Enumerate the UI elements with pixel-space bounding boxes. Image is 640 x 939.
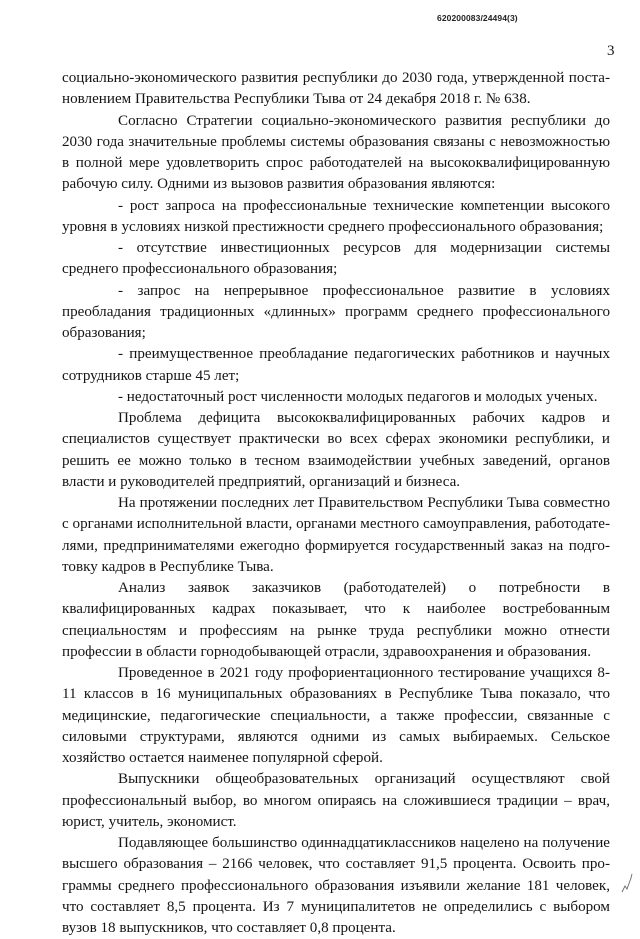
document-body [62,68,610,939]
margin-mark-icon [620,872,634,894]
paragraph-testing: Проведенное в 2021 году профориентационного тестирование учащихся 8-11 классов в 16 муниципальных образованиях в Республике Тыва показало, что медицинские, педагогические специальности, а также профессии, связанные с силовыми структурами, являются одними из самых выбираемых. Сельское хозяйство остается наименее популярной сферой. [62,665,610,766]
paragraph-shortage: Проблема дефицита высококвалифицированных рабочих кадров и специалистов существует практически во всех сферах экономики республики, и решить ее можно только в тесном взаимодействии учебных заведений, органов власти и руководителей предприятий, организаций и бизнеса. [62,410,610,490]
paragraph-state-order: На протяжении последних лет Правительством Республики Тыва совместно с органами исполнительной власти, органами местного самоуправления, работодателями, предпринимателями ежегодно формируется государственный заказ на подготовку кадров в Республике Тыва. [62,495,610,575]
list-item-challenge-3: - запрос на непрерывное профессиональное развитие в условиях преобладания традиционных «длинных» программ среднего профессионального образования; [62,282,610,341]
list-item-challenge-2: - отсутствие инвестиционных ресурсов для модернизации системы среднего профессионального образования; [62,240,610,278]
paragraph-statistics: Подавляющее большинство одиннадцатиклассников нацелено на получение высшего образования – 2166 человек, что составляет 91,5 процента. Освоить программы среднего профессионального образования изъявили желание 181 человек, что составляет 8,5 процента. Из 7 муниципалитетов не определились с выбором вузов 18 выпускников, что составляет 0,8 процента. [62,835,610,936]
list-item-challenge-5: - недостаточный рост численности молодых педагогов и молодых ученых. [118,388,598,405]
paragraph-continuation: социально-экономического развития республики до 2030 года, утвержденной постановлением Правительства Республики Тыва от 24 декабря 2018 г. № 638. [62,70,610,108]
list-item-challenge-1: - рост запроса на профессиональные технические компетенции высокого уровня в условиях низкой престижности среднего профессионального образования; [62,197,610,235]
paragraph-employer-analysis: Анализ заявок заказчиков (работодателей) о потребности в квалифицированных кадрах показывает, что к наиболее востребованным специальностям и профессиям на рынке труда республики можно отнести профессии в области горнодобывающей отрасли, здравоохранения и образования. [62,580,610,660]
page-number: 3 [607,43,615,59]
list-item-challenge-4: - преимущественное преобладание педагогических работников и научных сотрудников старше 45 лет; [62,346,610,384]
document-number: 620200083/24494(3) [437,13,518,23]
paragraph-graduates: Выпускники общеобразовательных организаций осуществляют свой профессиональный выбор, во многом опираясь на сложившиеся традиции – врач, юрист, учитель, экономист. [62,771,610,830]
paragraph-strategy: Согласно Стратегии социально-экономического развития республики до 2030 года значительные проблемы системы образования связаны с невозможностью в полной мере удовлетворить спрос работодателей на высококвалифицированную рабочую силу. Одними из вызовов развития образования являются: [62,112,610,193]
